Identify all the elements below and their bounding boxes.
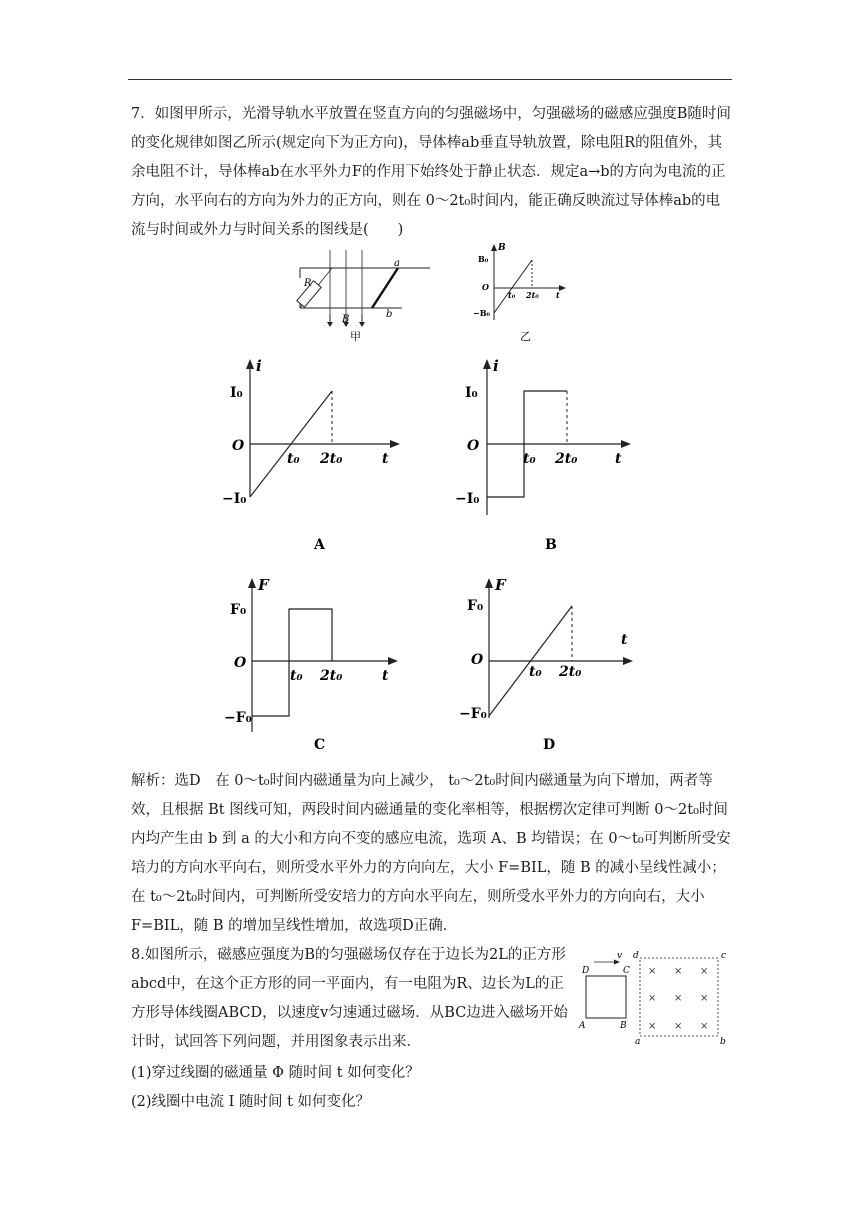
c-top-label: F₀ [230,602,247,618]
a-bottom-label: −I₀ [222,491,247,507]
a-t2: 2t₀ [320,451,343,467]
a-top-label: I₀ [230,385,243,401]
c-origin: O [234,655,247,671]
d-t2: 2t₀ [559,664,582,680]
b-bottom-label: −I₀ [455,491,480,507]
a-x-label: t [382,451,389,467]
yi-x-label: t [556,290,560,300]
q8-cross: × [674,993,683,1004]
figure-yi [472,240,572,345]
q8-C: C [623,966,630,976]
q8-D: D [582,966,590,976]
option-b-label: B [545,537,557,553]
b-origin: O [467,438,480,454]
q8-a: a [635,1037,641,1046]
q8-cross: × [648,1021,657,1032]
yi-y-label: B [498,243,506,253]
option-d-graph [455,572,640,757]
b-x-label: t [615,451,622,467]
a-y-label: i [256,357,262,375]
q8-cross: × [674,1021,683,1032]
option-b-graph [455,355,640,555]
question-8-part-1: (1)穿过线圈的磁通量 Φ 随时间 t 如何变化？ [131,1065,420,1081]
q8-A: A [579,1021,586,1031]
b-t2: 2t₀ [555,451,578,467]
q8-b: b [720,1037,726,1046]
d-top-label: F₀ [467,598,484,614]
header-rule [128,79,732,80]
q8-cross: × [700,966,709,977]
d-origin: O [471,652,484,668]
d-x-label: t [621,632,628,648]
figure-jia [290,240,440,345]
yi-top: B₀ [478,254,489,264]
a-t1: t₀ [287,451,300,467]
q8-cross: × [700,1021,709,1032]
b-t1: t₀ [523,451,536,467]
option-d-label: D [543,737,556,753]
yi-origin: O [482,282,489,292]
label-a: a [394,258,400,269]
figure-q8 [576,946,736,1046]
solution-text: 解析：选D 在 0～t₀时间内磁通量为向上减少， t₀～2t₀时间内磁通量为向下增加，两者等效，且根据 Bt 图线可知，两段时间内磁通量的变化率相等，根据楞次定律可判断 0～2t₀时间内均产生由 b 到 a 的大小和方向不变的感应电流，选项 A、B 均错误；在 0～t₀可判断所受安培力的方向水平向右，则所受水平外力的方向向左，大小 F=BIL，随 B 的减小呈线性减小；在 t₀～2t₀时间内，可判断所受安培力的方向水平向左，则所受水平外力的方向向右，大小 F=BIL，随 B 的增加呈线性增加，故选项D正确． [131,773,731,934]
question-8-part-2: (2)线圈中电流 I 随时间 t 如何变化？ [131,1094,371,1110]
label-B: B [342,314,350,325]
label-b: b [386,309,393,320]
caption-jia: 甲 [350,330,361,343]
q8-cross: × [648,993,657,1004]
option-a-label: A [314,537,325,553]
option-c-label: C [314,737,326,753]
c-y-label: F [258,576,269,594]
caption-yi: 乙 [520,330,531,343]
c-t1: t₀ [290,668,303,684]
c-x-label: t [382,668,389,684]
b-top-label: I₀ [465,385,478,401]
c-bottom-label: −F₀ [224,710,252,726]
q8-d: d [633,951,639,961]
option-a-graph [222,355,407,555]
d-bottom-label: −F₀ [459,706,487,722]
option-c-graph [222,572,407,757]
question-8-text: 8.如图所示，磁感应强度为B的匀强磁场仅存在于边长为2L的正方形abcd中，在这个正方形的同一平面内，有一电阻为R、边长为L的正方形导体线圈ABCD，以速度v匀速通过磁场．从BC边进入磁场开始计时，试回答下列问题，并用图象表示出来． [131,947,568,1050]
d-t1: t₀ [529,664,542,680]
q8-cross: × [700,993,709,1004]
b-y-label: i [493,357,499,375]
q8-v: v [617,951,623,961]
q8-B: B [620,1021,627,1031]
yi-bottom: −B₀ [473,308,490,318]
a-origin: O [232,438,245,454]
d-y-label: F [495,576,506,594]
label-R: R [304,278,312,289]
question-7-text: 7．如图甲所示，光滑导轨水平放置在竖直方向的匀强磁场中，匀强磁场的磁感应强度B随时间的变化规律如图乙所示(规定向下为正方向)，导体棒ab垂直导轨放置，除电阻R的阻值外，其余电阻不计，导体棒ab在水平外力F的作用下始终处于静止状态．规定a→b的方向为电流的正方向，水平向右的方向为外力的正方向，则在 0～2t₀时间内，能正确反映流过导体棒ab的电流与时间或外力与时间关系的图线是( ) [131,106,731,238]
q8-c: c [721,951,727,961]
yi-t2: 2t₀ [526,290,539,300]
q8-cross: × [648,966,657,977]
yi-t1: t₀ [508,290,516,300]
q8-cross: × [674,966,683,977]
c-t2: 2t₀ [320,668,343,684]
